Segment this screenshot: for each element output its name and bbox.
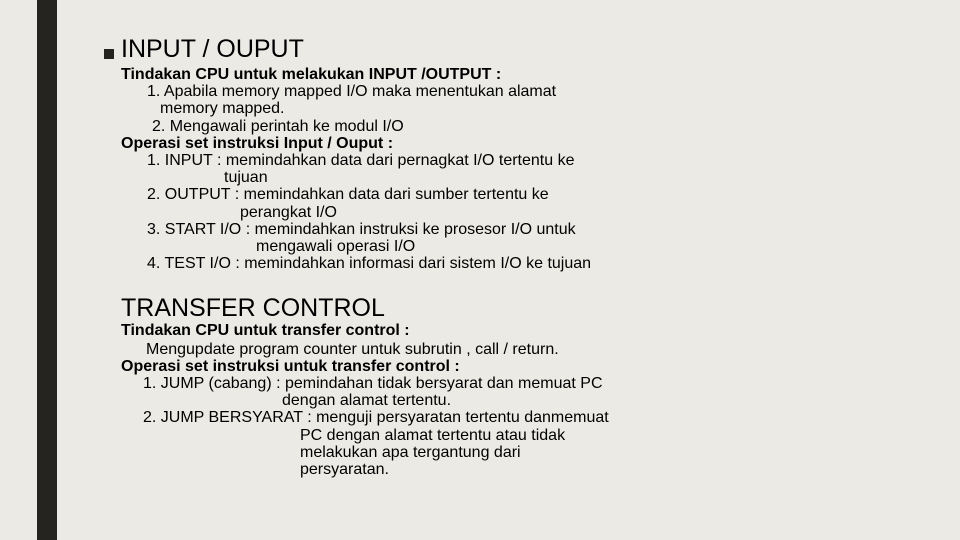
text-line: 2. Mengawali perintah ke modul I/O — [152, 118, 404, 135]
text-line: tujuan — [224, 169, 268, 186]
text-line: 1. INPUT : memindahkan data dari pernagkat I/O tertentu ke — [147, 152, 575, 169]
text-line: 2. OUTPUT : memindahkan data dari sumber tertentu ke — [147, 186, 549, 203]
text-line: Operasi set instruksi Input / Ouput : — [121, 135, 394, 152]
text-line: Tindakan CPU untuk transfer control : — [121, 322, 410, 339]
text-line: memory mapped. — [160, 100, 285, 117]
text-line: Tindakan CPU untuk melakukan INPUT /OUTPUT : — [121, 66, 502, 83]
text-line: Mengupdate program counter untuk subrutin , call / return. — [146, 341, 559, 358]
left-accent-bar — [37, 0, 57, 540]
accent-square — [104, 49, 114, 59]
text-line: mengawali operasi I/O — [256, 238, 416, 255]
text-line: perangkat I/O — [240, 204, 337, 221]
text-line: melakukan apa tergantung dari — [300, 444, 521, 461]
text-line: 3. START I/O : memindahkan instruksi ke prosesor I/O untuk — [147, 221, 576, 238]
section-title-transfer-control: TRANSFER CONTROL — [121, 294, 385, 322]
section-title-input-output: INPUT / OUPUT — [121, 35, 304, 63]
text-line: PC dengan alamat tertentu atau tidak — [300, 427, 566, 444]
text-line: dengan alamat tertentu. — [282, 392, 452, 409]
text-line: 2. JUMP BERSYARAT : menguji persyaratan tertentu danmemuat — [143, 409, 609, 426]
text-line: 4. TEST I/O : memindahkan informasi dari sistem I/O ke tujuan — [147, 255, 592, 272]
text-line: Operasi set instruksi untuk transfer control : — [121, 358, 460, 375]
text-line: 1. JUMP (cabang) : pemindahan tidak bersyarat dan memuat PC — [143, 375, 603, 392]
text-line: persyaratan. — [300, 461, 389, 478]
text-line: 1. Apabila memory mapped I/O maka menentukan alamat — [147, 83, 557, 100]
